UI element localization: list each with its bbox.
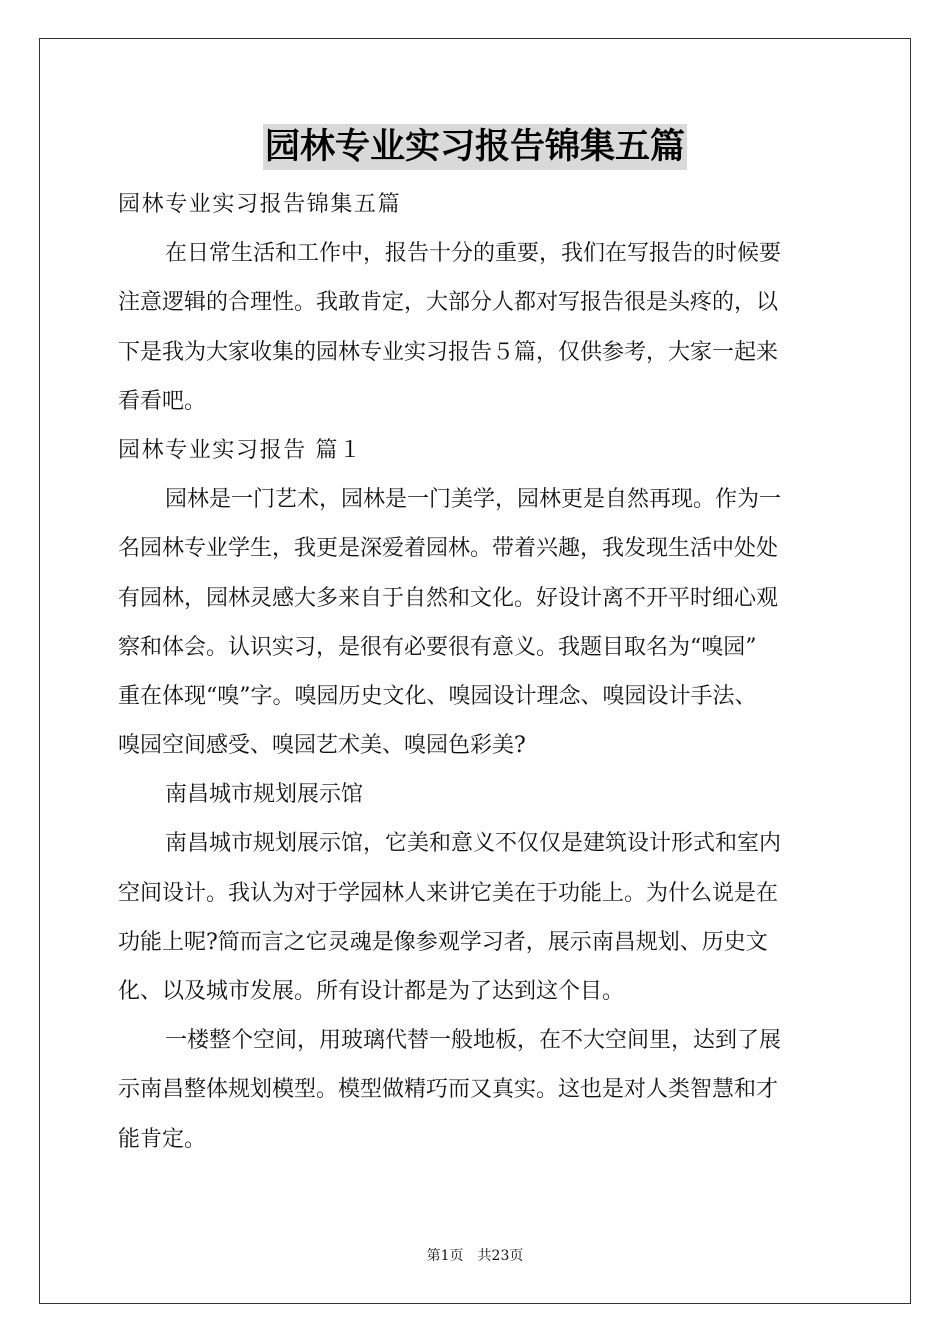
- paragraph-line: 能肯定。: [118, 1126, 207, 1152]
- paragraph-line: 南昌城市规划展示馆，它美和意义不仅仅是建筑设计形式和室内: [165, 831, 782, 857]
- paragraph-line: 化、以及城市发展。所有设计都是为了达到这个目。: [118, 979, 625, 1004]
- paragraph-line: 名园林专业学生，我更是深爱着园林。带着兴趣，我发现生活中处处: [118, 536, 779, 562]
- paragraph-line: 有园林，园林灵感大多来自于自然和文化。好设计离不开平时细心观: [118, 585, 779, 611]
- intro-line: 下是我为大家收集的园林专业实习报告５篇，仅供参考，大家一起来: [118, 339, 779, 365]
- intro-paragraph: [118, 229, 834, 426]
- paragraph-2: [118, 819, 834, 1016]
- page-total: 共23页: [477, 1248, 524, 1264]
- paragraph-3: [118, 1016, 834, 1164]
- intro-line: 看看吧。: [118, 388, 207, 414]
- paragraph-line: 空间设计。我认为对于学园林人来讲它美在于功能上。为什么说是在: [118, 880, 779, 906]
- paragraph-line: 嗅园空间感受、嗅园艺术美、嗅园色彩美?: [118, 733, 526, 759]
- paragraph-1: [118, 475, 834, 770]
- page-number: 第1页: [426, 1248, 464, 1264]
- subheading: 南昌城市规划展示馆: [165, 782, 364, 808]
- document-body: [118, 180, 834, 1164]
- document-title: 园林专业实习报告锦集五篇: [263, 124, 687, 170]
- paragraph-line: 察和体会。认识实习，是很有必要很有意义。我题目取名为“嗅园”: [118, 634, 757, 660]
- paragraph-line: 园林是一门艺术，园林是一门美学，园林更是自然再现。作为一: [165, 487, 782, 513]
- paragraph-line: 一楼整个空间，用玻璃代替一般地板，在不大空间里，达到了展: [165, 1028, 782, 1054]
- paragraph-line: 示南昌整体规划模型。模型做精巧而又真实。这也是对人类智慧和才: [118, 1077, 779, 1103]
- page-footer: [0, 1246, 950, 1266]
- paragraph-line: 重在体现“嗅”字。嗅园历史文化、嗅园设计理念、嗅园设计手法、: [118, 683, 757, 709]
- document-subtitle: 园林专业实习报告锦集五篇: [118, 192, 402, 217]
- intro-line: 注意逻辑的合理性。我敢肯定，大部分人都对写报告很是头疼的，以: [118, 290, 779, 316]
- title-container: [0, 124, 950, 170]
- section-heading: 园林专业实习报告 篇１: [118, 437, 363, 463]
- intro-line: 在日常生活和工作中，报告十分的重要，我们在写报告的时候要: [165, 241, 782, 267]
- paragraph-line: 功能上呢?简而言之它灵魂是像参观学习者，展示南昌规划、历史文: [118, 929, 768, 955]
